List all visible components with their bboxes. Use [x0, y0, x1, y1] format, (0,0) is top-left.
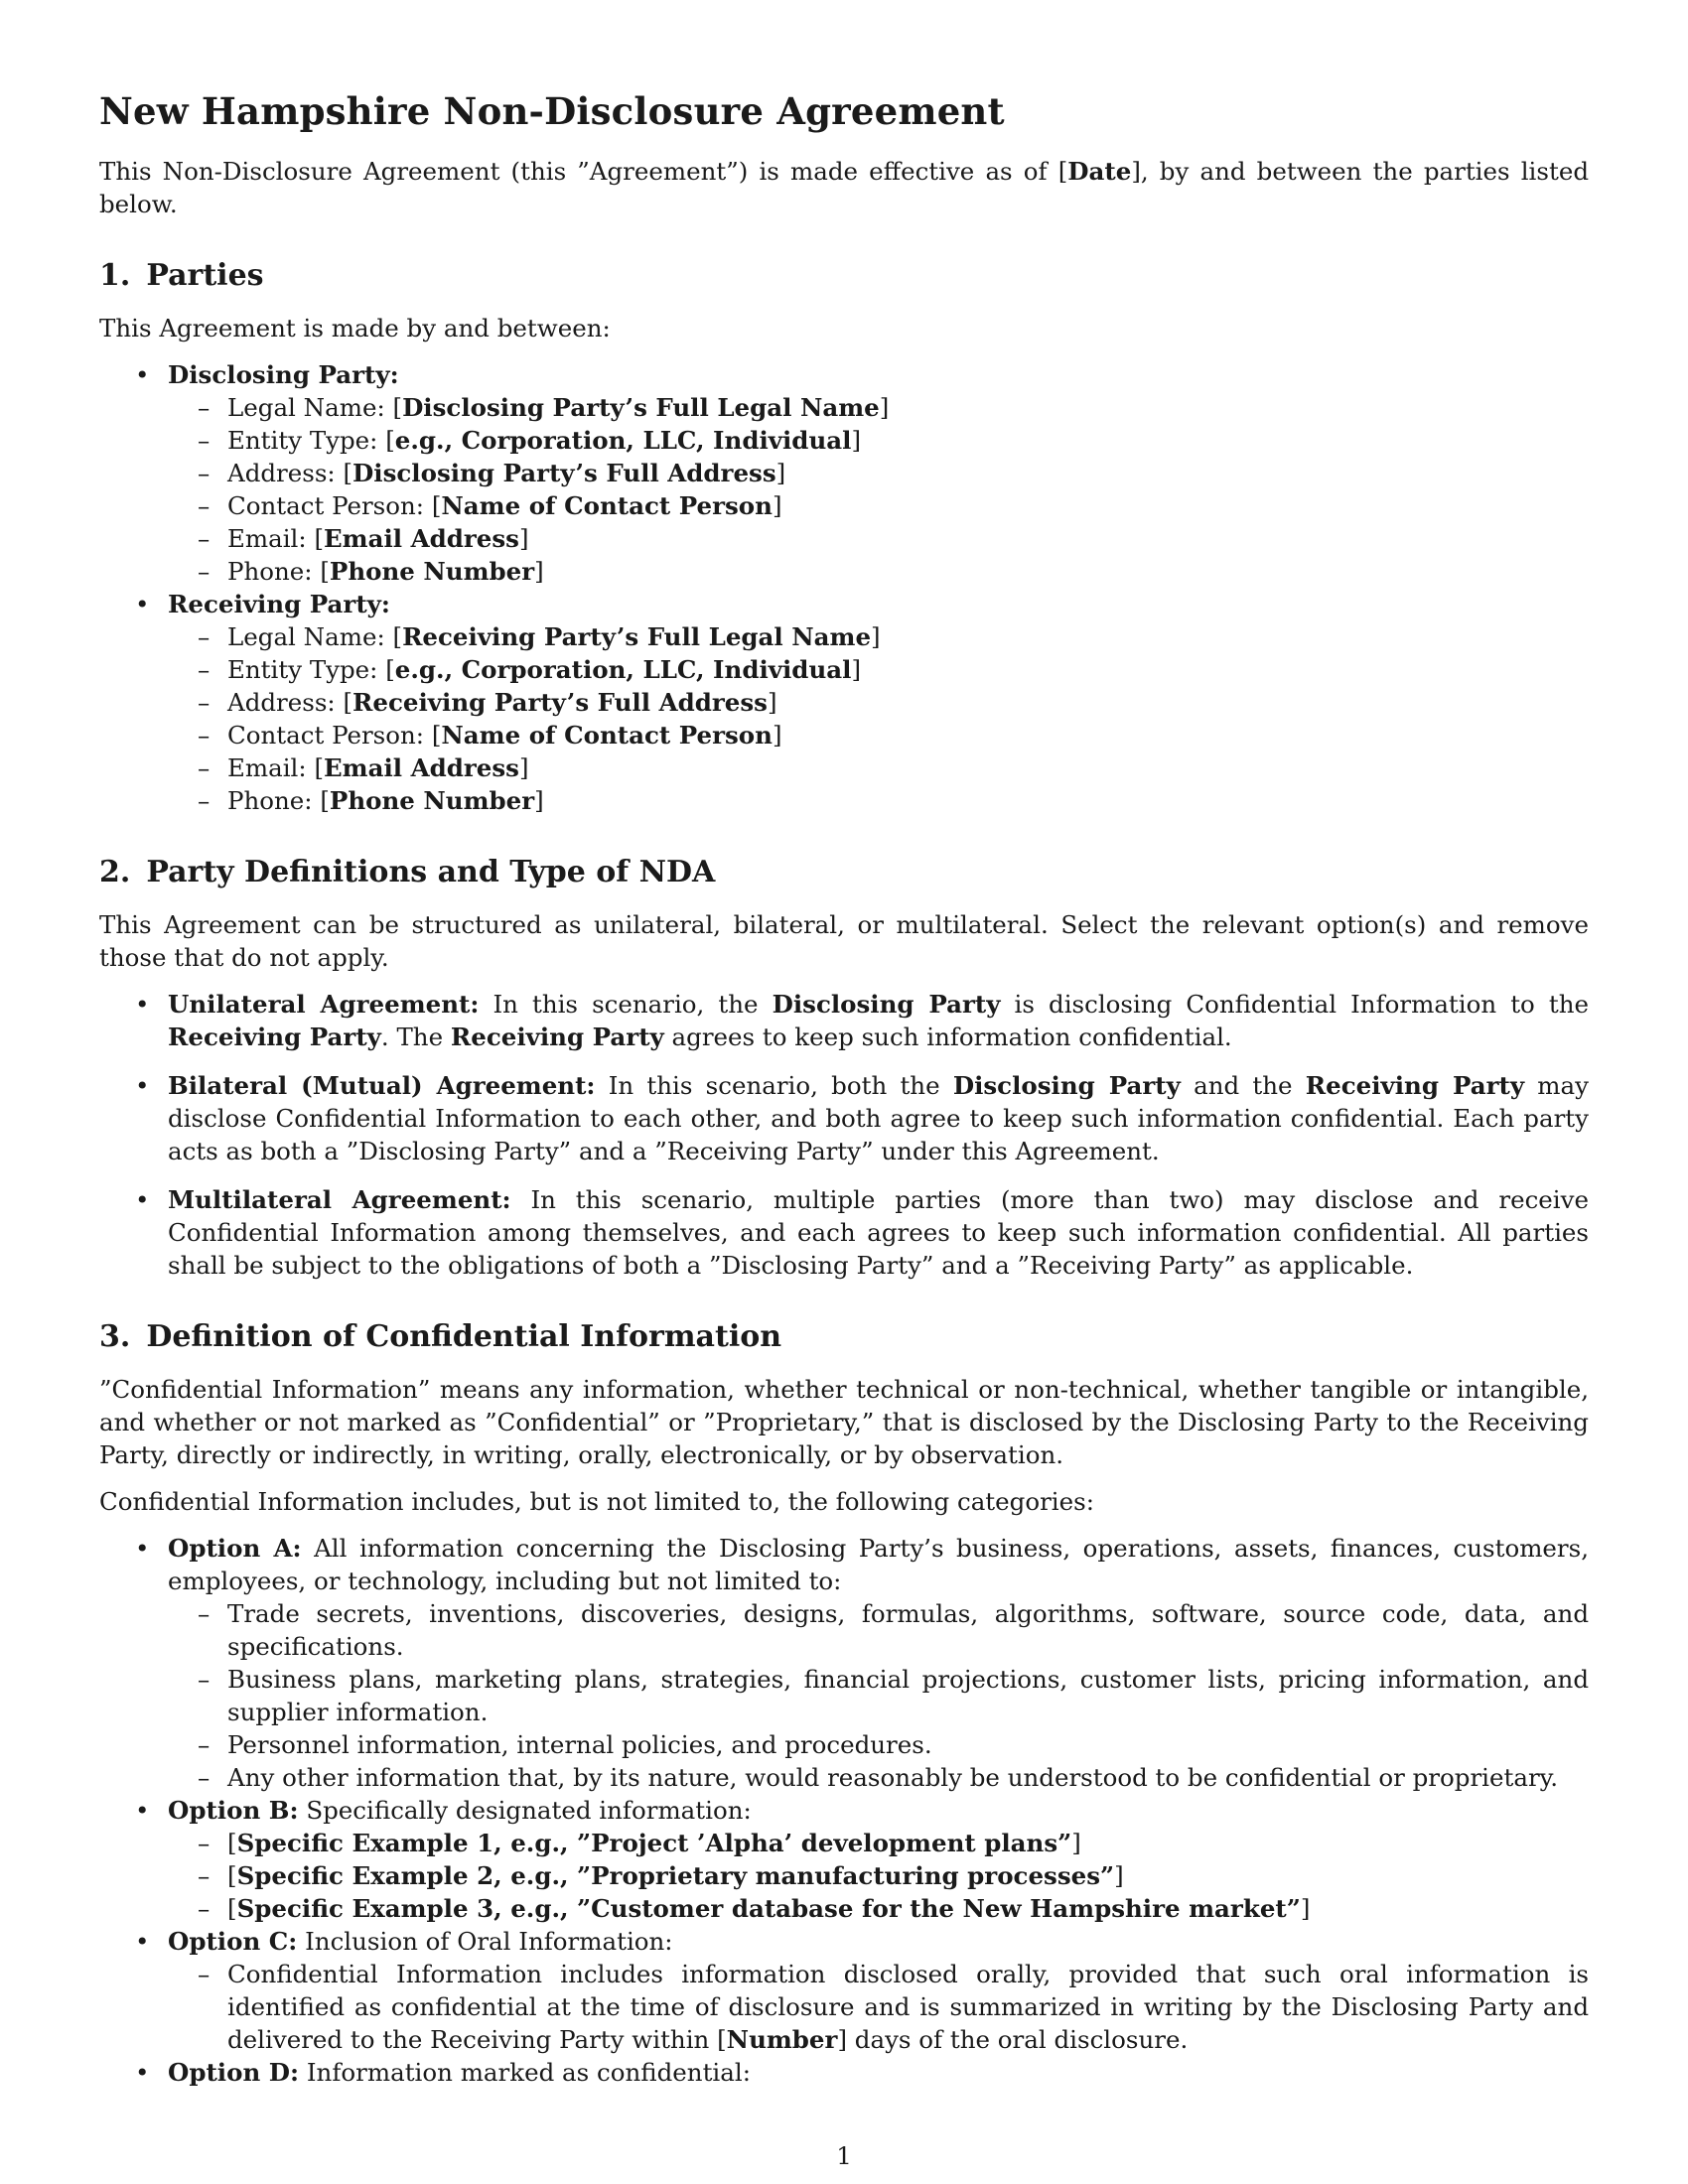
categories-list: [99, 1532, 1589, 2089]
page-number: 1: [836, 2141, 852, 2170]
list-item: – Business plans, marketing plans, strategies, financial projections, customer lists, pricing information, and supplier information.: [168, 1663, 1589, 1728]
list-item: – Contact Person: [Name of Contact Person]: [168, 489, 1589, 522]
list-item: – Contact Person: [Name of Contact Person]: [168, 719, 1589, 751]
section-2-lead: This Agreement can be structured as unilateral, bilateral, or multilateral. Select the relevant option(s) and remove those that do not apply.: [99, 910, 1589, 972]
receiving-party-fields: [168, 620, 1589, 817]
document-page: [99, 87, 1589, 2089]
list-item: – [Specific Example 1, e.g., ”Project ’Alpha’ development plans”]: [168, 1827, 1589, 1859]
nda-type-list: [99, 988, 1589, 1282]
intro-paragraph: This Non-Disclosure Agreement (this ”Agreement”) is made effective as of [Date], by and between the parties listed below.: [99, 157, 1589, 218]
list-item: – Email: [Email Address]: [168, 751, 1589, 784]
list-item: – Legal Name: [Disclosing Party’s Full Legal Name]: [168, 391, 1589, 424]
list-item: – Personnel information, internal policies, and procedures.: [168, 1728, 1589, 1761]
list-item: – Email: [Email Address]: [168, 522, 1589, 555]
disclosing-party-fields: [168, 391, 1589, 588]
option-b-item: • Option B: Specifically designated information: – [Specific Example 1, e.g., ”Project ’Alpha’ development plans”] – [Specific Example 2, e.g., ”Proprietary manufacturing processes”] – [Specific Example 3, e.g., ”Customer database for the New Hampshire market”]: [99, 1794, 1589, 1925]
list-item: – [Specific Example 3, e.g., ”Customer database for the New Hampshire market”]: [168, 1892, 1589, 1925]
option-c-item: • Option C: Inclusion of Oral Information: – Confidential Information includes information disclosed orally, provided that such oral information is identified as confidential at the time of disclosure and is summarized in writing by the Disclosing Party and delivered to the Receiving Party within [Number] days of the oral disclosure.: [99, 1925, 1589, 2056]
list-item: – [Specific Example 2, e.g., ”Proprietary manufacturing processes”]: [168, 1859, 1589, 1892]
list-item: – Entity Type: [e.g., Corporation, LLC, Individual]: [168, 653, 1589, 686]
list-item: – Confidential Information includes information disclosed orally, provided that such oral information is identified as confidential at the time of disclosure and is summarized in writing by the Disclosing Party and delivered to the Receiving Party within [Number] days of the oral disclosure.: [168, 1958, 1589, 2056]
list-item: – Legal Name: [Receiving Party’s Full Legal Name]: [168, 620, 1589, 653]
list-item: – Phone: [Phone Number]: [168, 784, 1589, 817]
bilateral-item: • Bilateral (Mutual) Agreement: In this scenario, both the Disclosing Party and the Receiving Party may disclose Confidential Information to each other, and both agree to keep such information confidential. Each party acts as both a ”Disclosing Party” and a ”Receiving Party” under this Agreement.: [99, 1069, 1589, 1167]
list-item: – Entity Type: [e.g., Corporation, LLC, Individual]: [168, 424, 1589, 457]
disclosing-party-item: • Disclosing Party: – Legal Name: [Disclosing Party’s Full Legal Name] – Entity Type: [e.g., Corporation, LLC, Individual] – Address: [Disclosing Party’s Full Address] – Contact Person: [Name of Contact Person] – Email: [Email Address] – Phone: [Phone Number]: [99, 358, 1589, 588]
list-item: – Address: [Receiving Party’s Full Address]: [168, 686, 1589, 719]
date-placeholder: Date: [1067, 157, 1132, 186]
section-2-heading: 2. Party Definitions and Type of NDA: [99, 855, 716, 889]
receiving-party-item: • Receiving Party: – Legal Name: [Receiving Party’s Full Legal Name] – Entity Type: [e.g., Corporation, LLC, Individual] – Address: [Receiving Party’s Full Address] – Contact Person: [Name of Contact Person] – Email: [Email Address] – Phone: [Phone Number]: [99, 588, 1589, 817]
section-3-categories-lead: Confidential Information includes, but is not limited to, the following categories:: [99, 1487, 1094, 1516]
section-1-lead: This Agreement is made by and between:: [99, 314, 611, 342]
parties-list: [99, 358, 1589, 817]
section-3-definition: ”Confidential Information” means any information, whether technical or non-technical, whether tangible or intangible, and whether or not marked as ”Confidential” or ”Proprietary,” that is disclosed by the Disclosing Party to the Receiving Party, directly or indirectly, in writing, orally, electronically, or by observation.: [99, 1375, 1589, 1469]
section-3-heading: 3. Definition of Confidential Information: [99, 1319, 782, 1354]
list-item: – Address: [Disclosing Party’s Full Address]: [168, 457, 1589, 489]
multilateral-item: • Multilateral Agreement: In this scenario, multiple parties (more than two) may disclose and receive Confidential Information among themselves, and each agrees to keep such information confidential. All parties shall be subject to the obligations of both a ”Disclosing Party” and a ”Receiving Party” as applicable.: [99, 1183, 1589, 1282]
list-item: – Trade secrets, inventions, discoveries, designs, formulas, algorithms, software, source code, data, and specifications.: [168, 1597, 1589, 1663]
document-title: New Hampshire Non-Disclosure Agreement: [99, 89, 1005, 133]
option-a-item: • Option A: All information concerning the Disclosing Party’s business, operations, assets, finances, customers, employees, or technology, including but not limited to: – Trade secrets, inventions, discoveries, designs, formulas, algorithms, software, source code, data, and specifications. – Business plans, marketing plans, strategies, financial projections, customer lists, pricing information, and supplier information. – Personnel information, internal policies, and procedures. – Any other information that, by its nature, would reasonably be understood to be confidential or proprietary.: [99, 1532, 1589, 1794]
list-item: – Phone: [Phone Number]: [168, 555, 1589, 588]
list-item: – Any other information that, by its nature, would reasonably be understood to be confidential or proprietary.: [168, 1761, 1589, 1794]
option-d-item: • Option D: Information marked as confidential:: [99, 2056, 1589, 2089]
unilateral-item: • Unilateral Agreement: In this scenario, the Disclosing Party is disclosing Confidential Information to the Receiving Party. The Receiving Party agrees to keep such information confidential.: [99, 988, 1589, 1053]
section-1-heading: 1. Parties: [99, 258, 264, 293]
